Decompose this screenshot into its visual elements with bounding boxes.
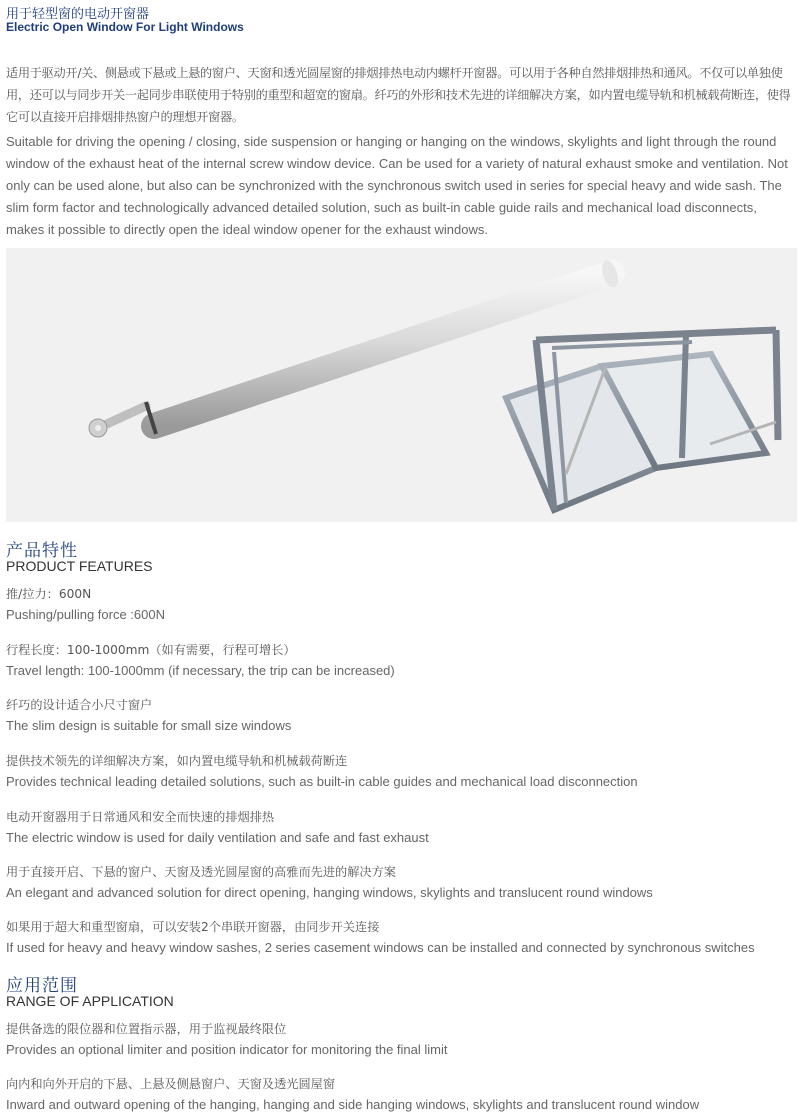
feature-text-cn: 推/拉力：600N	[6, 587, 92, 601]
application-text-en: Inward and outward opening of the hanging, hanging and side hanging windows, skylights and translucent round window	[6, 1097, 700, 1112]
feature-text-cn: 行程长度：100-1000mm（如有需要，行程可增长）	[6, 643, 296, 657]
feature-item	[6, 917, 798, 959]
page-title-cn: 用于轻型窗的电动开窗器	[6, 7, 150, 22]
skylight-window-frame-icon	[506, 330, 778, 510]
product-image	[6, 248, 797, 522]
application-heading-cn: 应用范围	[6, 976, 78, 996]
feature-text-cn: 纤巧的设计适合小尺寸窗户	[6, 698, 153, 712]
feature-text-cn: 提供技术领先的详细解决方案，如内置电缆导轨和机械载荷断连	[6, 754, 348, 768]
feature-text-en: The slim design is suitable for small size windows	[6, 718, 292, 733]
feature-item	[6, 640, 798, 682]
features-heading-cn: 产品特性	[6, 541, 78, 561]
application-text-cn: 向内和向外开启的下悬、上悬及侧悬窗户、天窗及透光圆屋窗	[6, 1077, 336, 1091]
feature-text-en: If used for heavy and heavy window sashes, 2 series casement windows can be installed and connected by synchronous switches	[6, 940, 755, 955]
feature-item	[6, 807, 798, 849]
application-item	[6, 1074, 798, 1116]
feature-text-en: Provides technical leading detailed solutions, such as built-in cable guides and mechanical load disconnection	[6, 774, 638, 789]
feature-item	[6, 751, 798, 793]
feature-text-en: The electric window is used for daily ventilation and safe and fast exhaust	[6, 830, 429, 845]
intro-paragraph-en: Suitable for driving the opening / closing, side suspension or hanging or hanging on the windows, skylights and light through the round window of the exhaust heat of the internal screw window device. Can be used for a variety of natural exhaust smoke and ventilation. Not only can be used alone, but also can be synchronized with the synchronous switch used in series for special heavy and wide sash. The slim form factor and technologically advanced detailed solution, such as built-in cable guide rails and mechanical load disconnects, makes it possible to directly open the ideal window opener for the exhaust windows.	[6, 134, 788, 237]
feature-text-cn: 如果用于超大和重型窗扇，可以安装2个串联开窗器，由同步开关连接	[6, 920, 380, 934]
feature-text-en: Pushing/pulling force :600N	[6, 607, 165, 622]
intro-paragraph-cn: 适用于驱动开/关、侧悬或下悬或上悬的窗户、天窗和透光圆屋窗的排烟排热电动内螺杆开窗器。可以用于各种自然排烟排热和通风。不仅可以单独使用，还可以与同步开关一起同步串联使用于特别的重型和超宽的窗扇。纤巧的外形和技术先进的详细解决方案，如内置电缆导轨和机械载荷断连，使得它可以直接开启排烟排热窗户的理想开窗器。	[6, 66, 791, 124]
feature-item	[6, 695, 798, 737]
feature-item	[6, 862, 798, 904]
application-item	[6, 1019, 798, 1061]
application-text-cn: 提供备选的限位器和位置指示器，用于监视最终限位	[6, 1022, 287, 1036]
feature-text-en: Travel length: 100-1000mm (if necessary, the trip can be increased)	[6, 663, 395, 678]
feature-text-cn: 电动开窗器用于日常通风和安全而快速的排烟排热	[6, 810, 275, 824]
feature-text-cn: 用于直接开启、下悬的窗户、天窗及透光圆屋窗的高雅而先进的解决方案	[6, 865, 396, 879]
application-text-en: Provides an optional limiter and position indicator for monitoring the final limit	[6, 1042, 448, 1057]
application-heading-en: RANGE OF APPLICATION	[6, 993, 174, 1009]
features-heading-en: PRODUCT FEATURES	[6, 558, 153, 574]
feature-text-en: An elegant and advanced solution for direct opening, hanging windows, skylights and translucent round windows	[6, 885, 653, 900]
feature-item	[6, 584, 798, 626]
page-title-en: Electric Open Window For Light Windows	[6, 20, 244, 34]
